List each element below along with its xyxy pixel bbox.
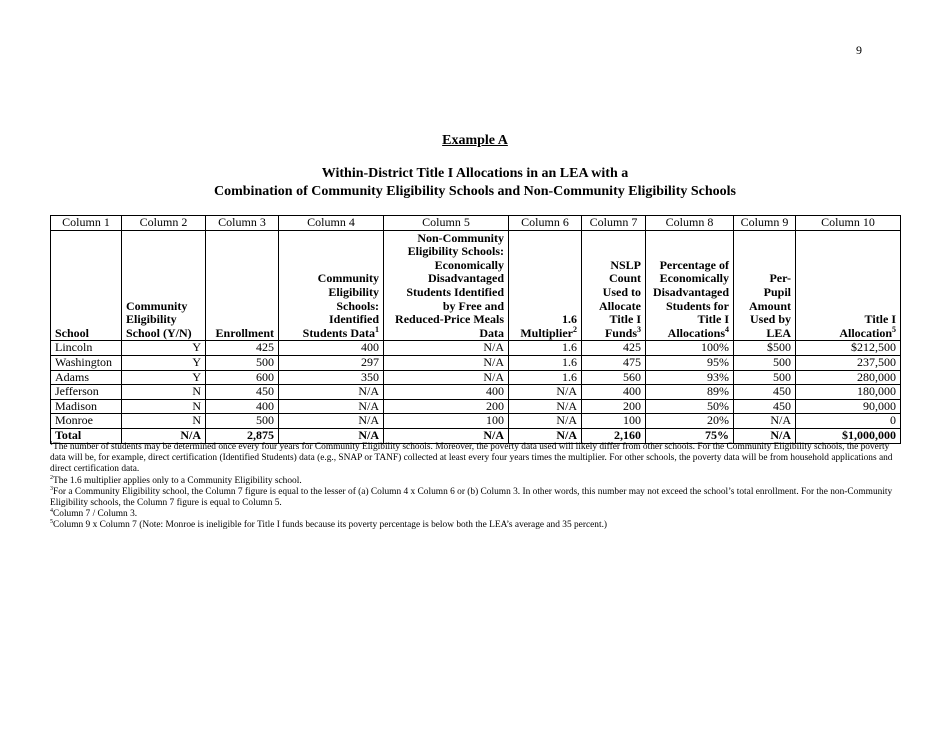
footnote-ref: 2	[573, 324, 577, 334]
header-line: Percentage of	[659, 257, 729, 272]
table-cell: $212,500	[796, 341, 901, 356]
table-cell: 237,500	[796, 355, 901, 370]
table-cell: 89%	[646, 385, 734, 400]
header-line: School (Y/N)	[126, 325, 192, 340]
column-header-2	[122, 230, 206, 341]
footnote-ref: 5	[892, 324, 896, 334]
header-line: Enrollment	[215, 325, 274, 340]
table-cell: 2,160	[582, 428, 646, 443]
column-number-9: Column 9	[734, 216, 796, 231]
column-header-1	[51, 230, 122, 341]
column-number-8: Column 8	[646, 216, 734, 231]
column-header-9	[734, 230, 796, 341]
table-cell: 400	[384, 385, 509, 400]
table-title	[0, 165, 950, 201]
table-cell: 500	[206, 355, 279, 370]
table-cell: 600	[206, 370, 279, 385]
footnote-number: 5	[50, 519, 53, 526]
table-cell: 180,000	[796, 385, 901, 400]
table-title-line-1: Within-District Title I Allocations in an LEA with a	[321, 166, 629, 181]
table-cell: N/A	[384, 355, 509, 370]
table-cell: N/A	[384, 370, 509, 385]
header-line: Multiplier	[520, 325, 573, 340]
school-name-cell: Total	[51, 428, 122, 443]
footnote-text: The number of students may be determined once every four years for Community Eligibility schools. Moreover, the poverty data used will likely differ from other schools. For the Community Eligibility schools, the poverty data will be, for example, direct certification (Identified Students) data (e.g., SNAP or TANF) collected at least every four years times the multiplier. For other schools, the poverty data will be from household applications and direct certification data.	[50, 442, 893, 475]
header-line: Used to	[602, 284, 641, 299]
header-line: Community	[317, 271, 379, 286]
header-line: Economically	[434, 257, 504, 272]
table-cell: 200	[384, 399, 509, 414]
table-cell: N/A	[122, 428, 206, 443]
table-cell: N/A	[279, 428, 384, 443]
table-cell: N	[122, 414, 206, 429]
column-header-8	[646, 230, 734, 341]
table-cell: Y	[122, 341, 206, 356]
school-name-cell: Washington	[51, 355, 122, 370]
footnote-number: 4	[50, 508, 53, 515]
table-cell: 400	[206, 399, 279, 414]
table-cell: 1.6	[509, 370, 582, 385]
column-number-2: Column 2	[122, 216, 206, 231]
school-name-cell: Jefferson	[51, 385, 122, 400]
footnote-text: For a Community Eligibility school, the Column 7 figure is equal to the lesser of (a) Column 4 x Column 6 or (b) Column 3. In other words, this number may not exceed the school’s total enrollment. For the non-Community Eligibility schools, the Column 7 figure is equal to Column 5.	[50, 486, 893, 509]
school-name-cell: Lincoln	[51, 341, 122, 356]
total-row	[51, 428, 901, 443]
table-row	[51, 341, 901, 356]
table-cell: 0	[796, 414, 901, 429]
column-header-4	[279, 230, 384, 341]
table-cell: 20%	[646, 414, 734, 429]
column-number-5: Column 5	[384, 216, 509, 231]
header-line: Amount	[748, 298, 791, 313]
column-header-row	[51, 230, 901, 341]
footnote-text: Column 7 / Column 3.	[53, 509, 138, 520]
footnote-5	[50, 520, 900, 531]
table-cell: N	[122, 399, 206, 414]
table-row	[51, 355, 901, 370]
table-row	[51, 414, 901, 429]
header-line: Allocation	[839, 325, 892, 340]
header-line: Non-Community	[417, 230, 504, 245]
header-line: Allocate	[599, 298, 641, 313]
header-line: Pupil	[763, 284, 791, 299]
footnote-text: The 1.6 multiplier applies only to a Community Eligibility school.	[53, 475, 302, 486]
header-line: by Free and	[442, 298, 504, 313]
footnote-2	[50, 476, 900, 487]
table-row	[51, 399, 901, 414]
footnote-ref: 1	[375, 324, 379, 334]
header-line: Title I	[864, 312, 896, 327]
table-cell: 400	[279, 341, 384, 356]
header-line: Students Data	[302, 325, 375, 340]
allocation-table	[50, 215, 901, 444]
table-cell: N/A	[279, 385, 384, 400]
table-cell: 475	[582, 355, 646, 370]
footnote-number: 2	[50, 474, 53, 481]
table-body	[51, 341, 901, 443]
table-cell: 280,000	[796, 370, 901, 385]
table-cell: N/A	[384, 341, 509, 356]
table-cell: 93%	[646, 370, 734, 385]
table-cell: 297	[279, 355, 384, 370]
school-name-cell: Madison	[51, 399, 122, 414]
table-row	[51, 385, 901, 400]
header-line: Identified	[328, 312, 379, 327]
column-number-row	[51, 216, 901, 231]
header-line: 1.6	[562, 312, 577, 327]
header-line: Used by	[749, 312, 791, 327]
table-cell: N/A	[384, 428, 509, 443]
footnote-ref: 3	[637, 324, 641, 334]
header-line: Count	[608, 271, 641, 286]
school-name-cell: Adams	[51, 370, 122, 385]
table-cell: 450	[734, 399, 796, 414]
table-cell: N/A	[509, 385, 582, 400]
header-line: Data	[479, 325, 504, 340]
table-title-line-2: Combination of Community Eligibility Schools and Non-Community Eligibility Schools	[214, 184, 736, 199]
table-cell: N/A	[509, 414, 582, 429]
table-cell: 400	[582, 385, 646, 400]
column-header-3	[206, 230, 279, 341]
table-cell: N/A	[509, 428, 582, 443]
example-title: Example A	[442, 133, 508, 148]
table-cell: 500	[734, 355, 796, 370]
table-cell: 1.6	[509, 341, 582, 356]
header-line: Students Identified	[406, 284, 504, 299]
table-cell: 50%	[646, 399, 734, 414]
column-header-7	[582, 230, 646, 341]
column-number-10: Column 10	[796, 216, 901, 231]
table-cell: N/A	[279, 414, 384, 429]
column-number-6: Column 6	[509, 216, 582, 231]
footnote-ref: 4	[725, 324, 729, 334]
table-cell: 425	[206, 341, 279, 356]
header-line: Economically	[659, 271, 729, 286]
footnote-number: 3	[50, 485, 53, 492]
footnote-number: 1	[50, 440, 53, 447]
header-line: Eligibility	[126, 312, 177, 327]
table-cell: 200	[582, 399, 646, 414]
header-line: Eligibility Schools:	[407, 244, 504, 259]
header-line: Title I	[609, 312, 641, 327]
table-cell: 100	[384, 414, 509, 429]
header-line: Disadvantaged	[652, 284, 729, 299]
header-line: Allocations	[667, 325, 725, 340]
table-cell: 100	[582, 414, 646, 429]
table-cell: N	[122, 385, 206, 400]
table-cell: N/A	[734, 414, 796, 429]
header-line: Funds	[604, 325, 637, 340]
footnote-4	[50, 509, 900, 520]
header-line: Eligibility	[328, 284, 379, 299]
table-cell: 450	[206, 385, 279, 400]
header-line: Disadvantaged	[427, 271, 504, 286]
header-line: Title I	[697, 312, 729, 327]
table-cell: 100%	[646, 341, 734, 356]
table-cell: Y	[122, 370, 206, 385]
table-cell: 1.6	[509, 355, 582, 370]
footnote-text: Column 9 x Column 7 (Note: Monroe is ineligible for Title I funds because its poverty percentage is below both the LEA’s average and 35 percent.)	[53, 520, 608, 531]
table-cell: 500	[734, 370, 796, 385]
table-cell: 350	[279, 370, 384, 385]
table-cell: N/A	[279, 399, 384, 414]
table-cell: 425	[582, 341, 646, 356]
header-line: School	[55, 325, 90, 340]
column-header-5	[384, 230, 509, 341]
column-header-6	[509, 230, 582, 341]
header-line: Per-	[769, 271, 791, 286]
footnote-3	[50, 487, 900, 509]
table-cell: 2,875	[206, 428, 279, 443]
table-cell: Y	[122, 355, 206, 370]
table-cell: 90,000	[796, 399, 901, 414]
header-line: Community	[126, 298, 188, 313]
table-row	[51, 370, 901, 385]
header-line: Reduced-Price Meals	[395, 312, 504, 327]
column-number-7: Column 7	[582, 216, 646, 231]
table-cell: $1,000,000	[796, 428, 901, 443]
table-cell: N/A	[734, 428, 796, 443]
table-cell: 95%	[646, 355, 734, 370]
column-number-1: Column 1	[51, 216, 122, 231]
header-line: LEA	[766, 325, 791, 340]
header-line: NSLP	[610, 257, 641, 272]
column-number-4: Column 4	[279, 216, 384, 231]
table-cell: $500	[734, 341, 796, 356]
table-cell: 500	[206, 414, 279, 429]
column-number-3: Column 3	[206, 216, 279, 231]
table-cell: N/A	[509, 399, 582, 414]
column-header-10	[796, 230, 901, 341]
header-line: Students for	[665, 298, 729, 313]
table-cell: 75%	[646, 428, 734, 443]
school-name-cell: Monroe	[51, 414, 122, 429]
page-number: 9	[856, 43, 862, 57]
footnote-1	[50, 442, 900, 476]
table-cell: 560	[582, 370, 646, 385]
footnotes	[50, 442, 900, 532]
table-cell: 450	[734, 385, 796, 400]
header-line: Schools:	[336, 298, 379, 313]
